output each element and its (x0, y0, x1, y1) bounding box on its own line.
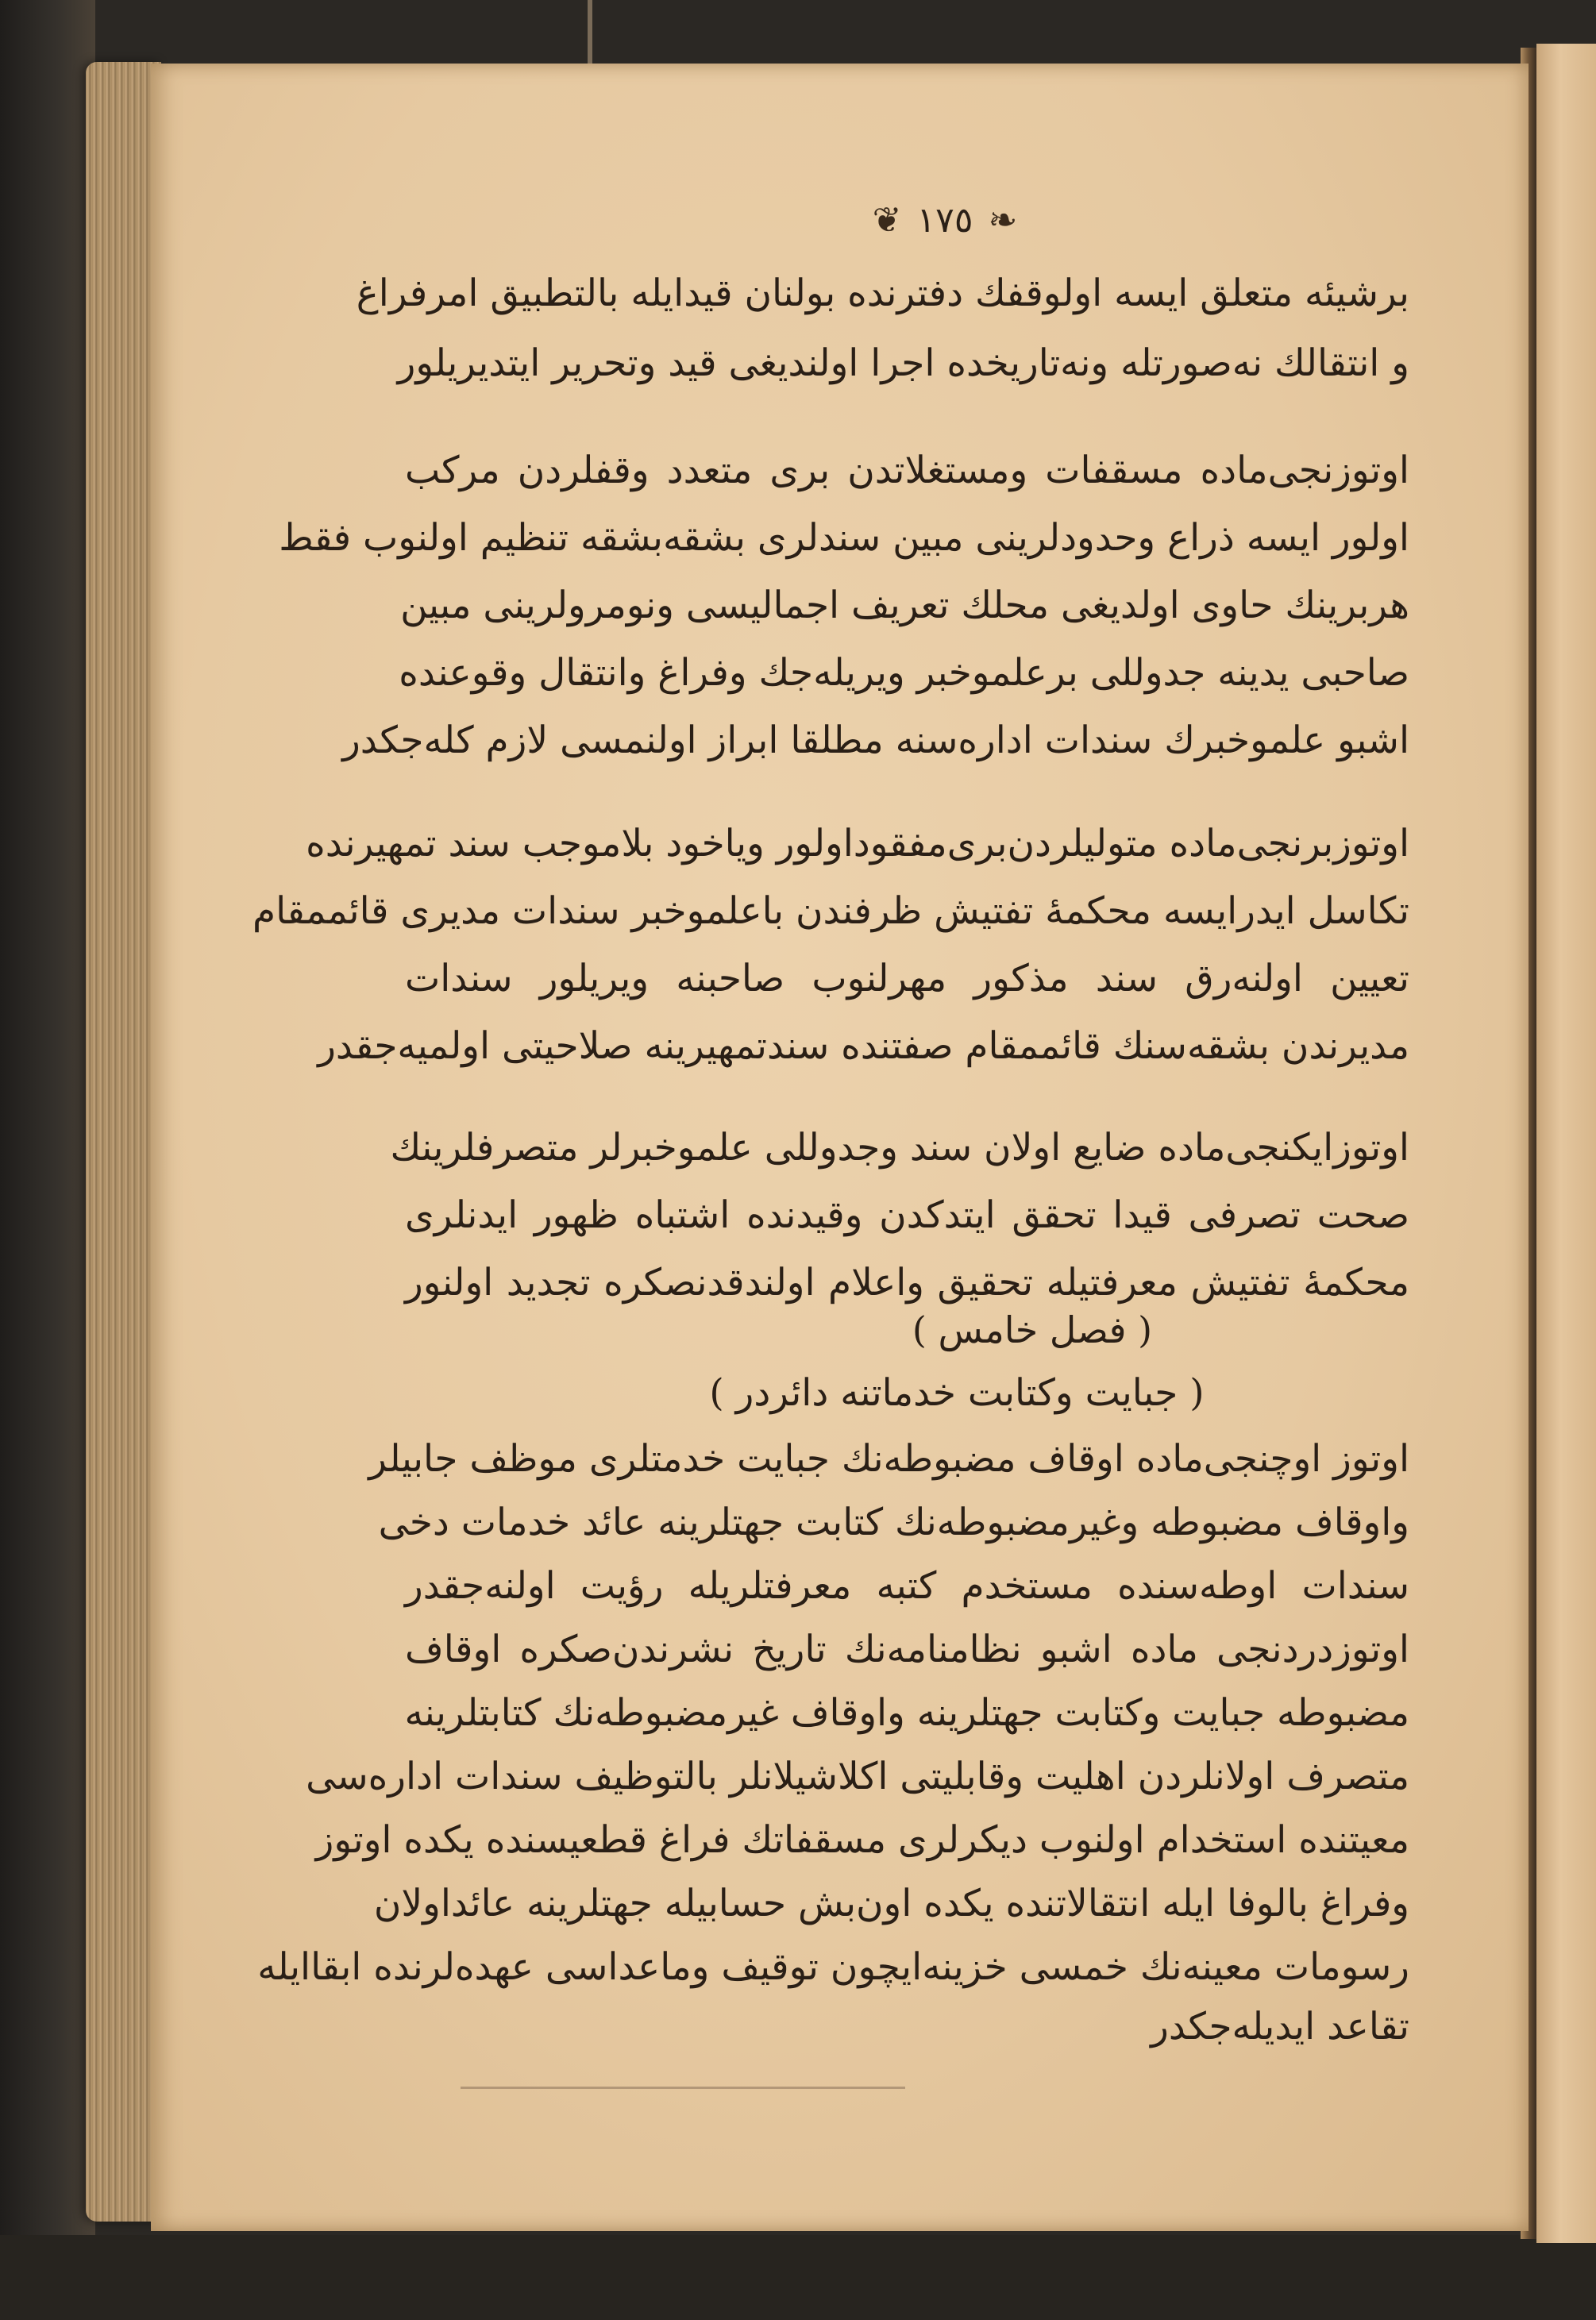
text-line: تعیین اولنه‌رق سند مذکور مهرلنوب صاحبنه ویریلور سندات (405, 957, 1409, 1000)
text-line: سندات اوطه‌سنده مستخدم کتبه معرفتلریله رؤیت اولنه‌جقدر (405, 1564, 1409, 1608)
text-line: متصرف اولانلردن اهلیت وقابلیتی اکلاشیلانلر بالتوظیف سندات اداره‌سی (306, 1755, 1409, 1798)
article-heading-line: اوتوزبرنجی‌ماده متولیلردن‌بری‌مفقوداولور ویاخود بلاموجب سند تمهیرنده (306, 822, 1409, 865)
text-line: هربرینك حاوی اولدیغی محلك تعریف اجمالیسی ونومرولرینی مبین (400, 584, 1409, 627)
ornament-right-icon: ❧ (988, 200, 1018, 241)
text-line: تقاعد ایدیله‌جکدر (1151, 2005, 1409, 2048)
text-line: مضبوطه جبایت وکتابت جهتلرینه واوقاف غیرمضبوطه‌نك کتابتلرینه (404, 1691, 1409, 1735)
text-line: صاحبی یدینه جدوللی برعلموخبر ویریله‌جك وفراغ وانتقال وقوعنده (399, 651, 1409, 695)
footer-rule (461, 2087, 905, 2089)
article-heading-line: اوتوزنجی‌ماده مسقفات ومستغلاتدن بری متعدد وقفلردن مرکب (405, 449, 1409, 492)
text-line: و انتقالك نه‌صورتله ونه‌تاریخده اجرا اولندیغی قید وتحریر ایتدیریلور (397, 341, 1409, 385)
text-line: مدیرندن بشقه‌سنك قائممقام صفتنده سندتمهیرینه صلاحیتی اولمیه‌جقدر (318, 1024, 1409, 1068)
text-line: برشیئه متعلق ایسه اولوقفك دفترنده بولنان قیدایله بالتطبیق امرفراغ (356, 272, 1409, 315)
text-line: اولور ایسه ذراع وحدودلرینی مبین سندلری بشقه‌بشقه تنظیم اولنوب فقط (279, 516, 1409, 560)
text-line: معیتنده استخدام اولنوب دیکرلری مسقفاتك فراغ قطعیسنده یکده اوتوز (315, 1818, 1409, 1862)
text-line: وفراغ بالوفا ایله انتقالاتنده یکده اون‌بش حسابیله جهتلرینه عائداولان (373, 1882, 1409, 1925)
text-line: رسومات معینه‌نك خمسی خزینه‌ایچون توقیف وماعداسی عهده‌لرنده ابقاایله (257, 1945, 1409, 1989)
binding-clip (588, 0, 592, 71)
article-heading-line: اوتوز اوچنجی‌ماده اوقاف مضبوطه‌نك جبایت خدمتلری موظف جابیلر (368, 1437, 1409, 1481)
page-edges (86, 62, 161, 2222)
section-heading: ( فصل خامس ) (912, 1308, 1153, 1351)
article-heading-line: اوتوزایکنجی‌ماده ضایع اولان سند وجدوللی علموخبرلر متصرفلرینك (390, 1126, 1409, 1170)
section-subheading: ( جبایت وکتابت خدماتنه دائردر ) (709, 1371, 1205, 1415)
page-header (842, 189, 1048, 252)
ornament-left-icon: ❦ (872, 200, 902, 241)
background-bottom (0, 2235, 1596, 2320)
book-left-edge (0, 0, 95, 2320)
adjacent-page (1536, 44, 1596, 2243)
article-heading-line: اوتوزدردنجی ماده اشبو نظامنامه‌نك تاریخ نشرندن‌صکره اوقاف (405, 1628, 1409, 1671)
page-number: ١٧٥ (916, 200, 973, 241)
text-line: واوقاف مضبوطه وغیرمضبوطه‌نك کتابت جهتلرینه عائد خدمات دخی (378, 1501, 1409, 1544)
text-line: تکاسل ایدرایسه محکمهٔ تفتیش ظرفندن باعلموخبر سندات مدیری قائممقام (253, 889, 1409, 933)
text-line: اشبو علموخبرك سندات اداره‌سنه مطلقا ابراز اولنمسی لازم کله‌جکدر (342, 719, 1409, 762)
text-line: صحت تصرفی قیدا تحقق ایتدکدن وقیدنده اشتباه ظهور ایدنلری (405, 1193, 1409, 1237)
text-line: محکمهٔ تفتیش معرفتیله تحقیق واعلام اولندقدنصکره تجدید اولنور (405, 1261, 1409, 1305)
